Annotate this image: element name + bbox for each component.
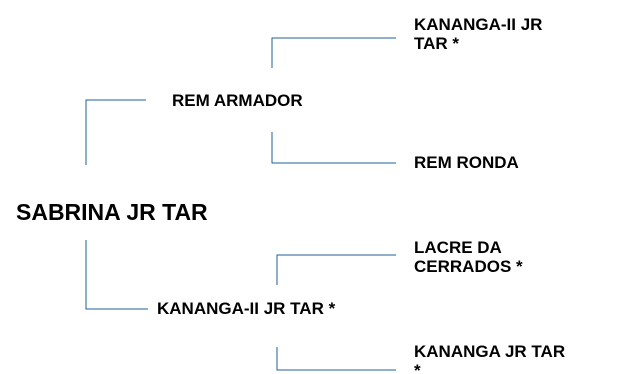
- connector-subject-to-dam: [86, 240, 148, 309]
- sire-sire-name: [414, 15, 542, 53]
- subject-name: SABRINA JR TAR: [16, 199, 208, 225]
- dam-dam-name-line2: *: [414, 361, 421, 374]
- sire-sire-name-part2: TAR *: [414, 34, 460, 53]
- dam-sire-name-line1: LACRE DA: [414, 238, 502, 257]
- connector-dam-to-granddam: [277, 347, 396, 370]
- dam-name: KANANGA-II JR TAR *: [157, 299, 336, 318]
- connector-dam-to-grandsire: [277, 255, 396, 285]
- connector-subject-to-sire: [86, 100, 146, 165]
- dam-dam-name-line1: KANANGA JR TAR: [414, 342, 566, 361]
- sire-name: REM ARMADOR: [172, 91, 303, 110]
- sire-dam-name: REM RONDA: [414, 153, 519, 172]
- dam-dam-name: [414, 342, 565, 374]
- dam-sire-name-line2: CERRADOS *: [414, 257, 523, 276]
- dam-sire-name: [414, 238, 523, 276]
- connector-sire-to-grandsire: [272, 38, 396, 68]
- connector-sire-to-granddam: [272, 132, 396, 163]
- sire-sire-name-part1: KANANGA-II JR: [414, 15, 543, 34]
